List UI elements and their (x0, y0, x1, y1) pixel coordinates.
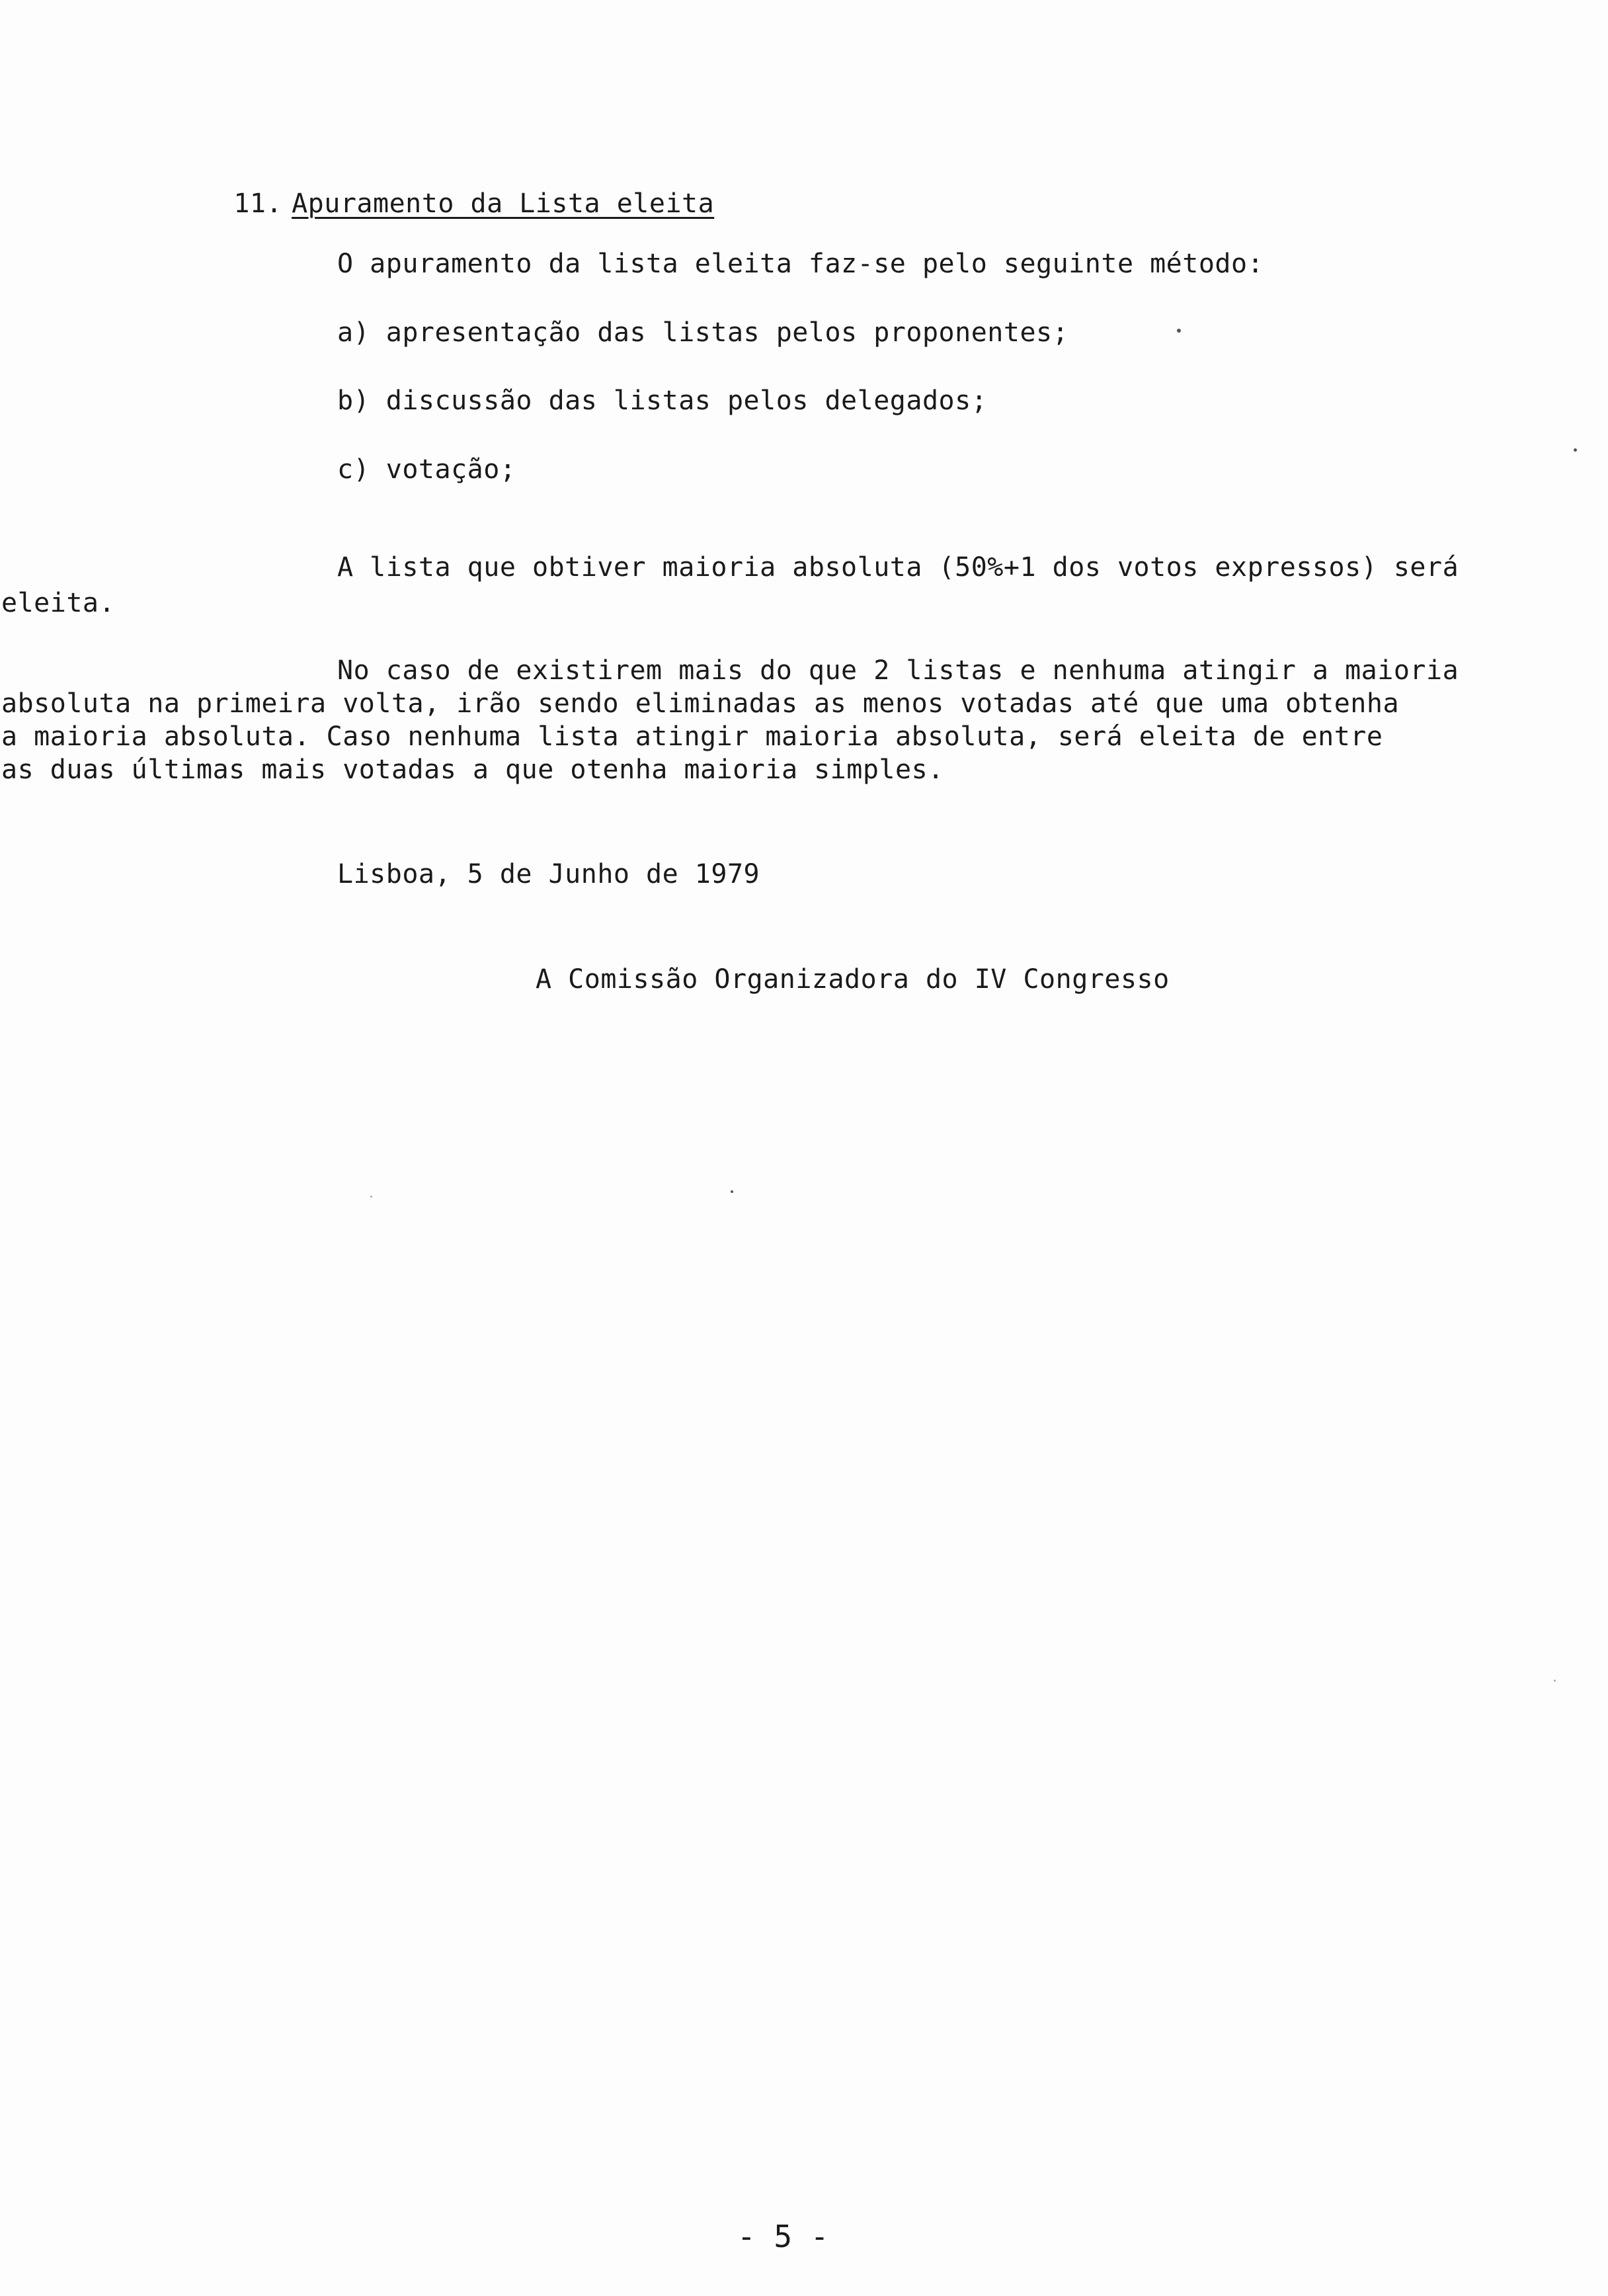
place-date: Lisboa, 5 de Junho de 1979 (337, 859, 760, 889)
majority-rule-line-1: A lista que obtiver maioria absoluta (50%+1 dos votos expressos) será (337, 552, 1459, 583)
elimination-line-2: absoluta na primeira volta, irão sendo eliminadas as menos votadas até que uma obtenha (1, 688, 1400, 719)
scan-speck (1574, 448, 1577, 452)
elimination-line-3: a maioria absoluta. Caso nenhuma lista atingir maioria absoluta, será eleita de entre (1, 721, 1383, 752)
section-heading (169, 156, 714, 251)
step-b: b) discussão das listas pelos delegados; (337, 386, 988, 416)
step-a: a) apresentação das listas pelos proponentes; (337, 317, 1069, 348)
signature: A Comissão Organizadora do IV Congresso (536, 964, 1170, 995)
scan-speck (370, 1196, 372, 1198)
section-title: Apuramento da Lista eleita (292, 188, 715, 219)
intro-text: O apuramento da lista eleita faz-se pelo seguinte método: (337, 249, 1264, 279)
majority-rule-line-2: eleita. (1, 588, 116, 618)
scan-speck (1554, 1680, 1556, 1682)
step-c: c) votação; (337, 454, 516, 485)
elimination-line-1: No caso de existirem mais do que 2 listas e nenhuma atingir a maioria (337, 655, 1459, 686)
page-number: - 5 - (737, 2219, 829, 2254)
scan-speck (731, 1190, 733, 1193)
scan-speck (1177, 329, 1181, 333)
section-number: 11. (233, 188, 283, 219)
elimination-line-4: as duas últimas mais votadas a que otenha maioria simples. (1, 755, 944, 785)
